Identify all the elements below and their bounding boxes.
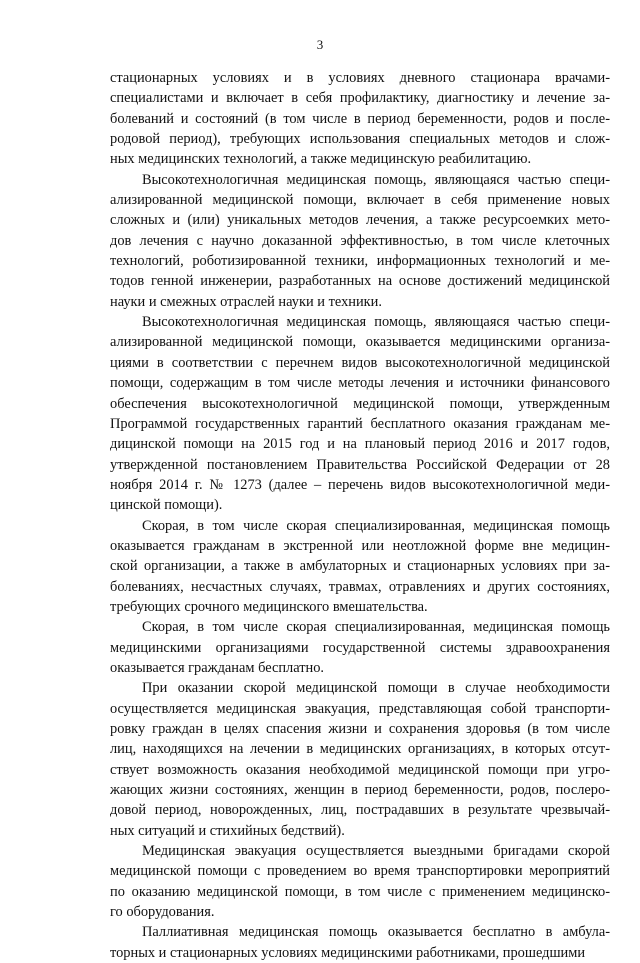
paragraph — [110, 68, 610, 170]
text-line: Паллиативная медицинская помощь оказывается бесплатно в амбула- — [142, 924, 610, 941]
paragraph — [110, 170, 610, 312]
text-line: оказывается гражданам бесплатно. — [110, 659, 325, 676]
text-line: При оказании скорой медицинской помощи в случае необходимости — [142, 680, 610, 697]
text-line: специалистами и включает в себя профилактику, диагностику и лечение за- — [110, 90, 610, 107]
text-line: Скорая, в том числе скорая специализированная, медицинская помощь — [142, 517, 610, 534]
paragraph — [110, 922, 610, 963]
text-line: циями в соответствии с перечнем видов высокотехнологичной медицинской — [110, 354, 610, 371]
text-line: осуществляется медицинская эвакуация, представляющая собой транспорти- — [110, 700, 610, 717]
text-line: сложных и (или) уникальных методов лечения, а также ресурсоемких мето- — [110, 212, 610, 229]
text-line: жающих жизни состояниях, женщин в период беременности, родов, послеро- — [110, 782, 610, 799]
text-line: технологий, роботизированной техники, информационных технологий и ме- — [110, 253, 610, 270]
text-line: обеспечения высокотехнологичной медицинской помощи, утвержденным — [110, 395, 610, 412]
text-line: лиц, находящихся на лечении в медицинских организациях, в которых отсут- — [110, 741, 610, 758]
text-line: довой период, новорожденных, лиц, пострадавших в результате чрезвычай- — [110, 802, 610, 819]
paragraph — [110, 312, 610, 515]
text-line: стационарных условиях и в условиях дневного стационара врачами- — [110, 70, 610, 86]
paragraph — [110, 678, 610, 841]
text-line: ровку граждан в целях спасения жизни и сохранения здоровья (в том числе — [110, 721, 610, 737]
text-line: болеваний и состояний (в том числе в период беременности, родов и после- — [110, 110, 610, 127]
text-line: по оказанию медицинской помощи, в том числе с применением медицинско- — [110, 883, 610, 900]
text-line: дицинской помощи на 2015 год и на плановый период 2016 и 2017 годов, — [110, 436, 610, 453]
text-line: дов лечения с научно доказанной эффективностью, в том числе клеточных — [110, 232, 610, 249]
text-line: науки и смежных отраслей науки и техники. — [110, 293, 382, 310]
text-line: ноября 2014 г. № 1273 (далее – перечень видов высокотехнологичной меди- — [110, 476, 610, 493]
text-line: ализированной медицинской помощи, оказывается медицинскими организа- — [110, 334, 610, 351]
text-line: ской организации, а также в амбулаторных и стационарных условиях при за- — [110, 558, 610, 575]
text-line: Высокотехнологичная медицинская помощь, являющаяся частью специ- — [142, 314, 610, 331]
text-line: торных и стационарных условиях медицинскими работниками, прошедшими — [110, 944, 586, 961]
text-line: родовой период), требующих использования специальных методов и слож- — [110, 131, 610, 148]
text-line: ных медицинских технологий, а также медицинскую реабилитацию. — [110, 151, 532, 168]
text-line: Медицинская эвакуация осуществляется выездными бригадами скорой — [142, 843, 610, 860]
text-line: тодов генной инженерии, разработанных на основе достижений медицинской — [110, 273, 610, 290]
text-line: ных ситуаций и стихийных бедствий). — [110, 822, 345, 839]
text-line: медицинскими организациями государственной системы здравоохранения — [110, 639, 610, 656]
text-line: го оборудования. — [110, 904, 215, 921]
text-line: оказывается гражданам в экстренной или неотложной форме вне медицин- — [110, 537, 610, 554]
text-line: Скорая, в том числе скорая специализированная, медицинская помощь — [142, 619, 610, 636]
body-text — [110, 68, 610, 963]
text-line: болеваниях, несчастных случаях, травмах, отравлениях и других состояниях, — [110, 578, 610, 595]
text-line: Программой государственных гарантий бесплатного оказания гражданам ме- — [110, 415, 610, 432]
text-line: помощи, содержащим в том числе методы лечения и источники финансового — [110, 375, 610, 392]
text-line: требующих срочного медицинского вмешательства. — [110, 598, 428, 615]
paragraph — [110, 617, 610, 678]
page-number: 3 — [316, 37, 324, 52]
text-line: Высокотехнологичная медицинская помощь, являющаяся частью специ- — [142, 171, 610, 188]
text-line: утвержденной постановлением Правительства Российской Федерации от 28 — [110, 456, 610, 473]
paragraph — [110, 516, 610, 618]
text-line: ализированной медицинской помощи, включает в себя применение новых — [110, 192, 610, 209]
text-line: цинской помощи). — [110, 497, 223, 514]
text-line: ствует возможность оказания необходимой медицинской помощи при угро- — [110, 761, 610, 778]
paragraph — [110, 841, 610, 922]
text-line: медицинской помощи с проведением во время транспортировки мероприятий — [110, 863, 610, 880]
